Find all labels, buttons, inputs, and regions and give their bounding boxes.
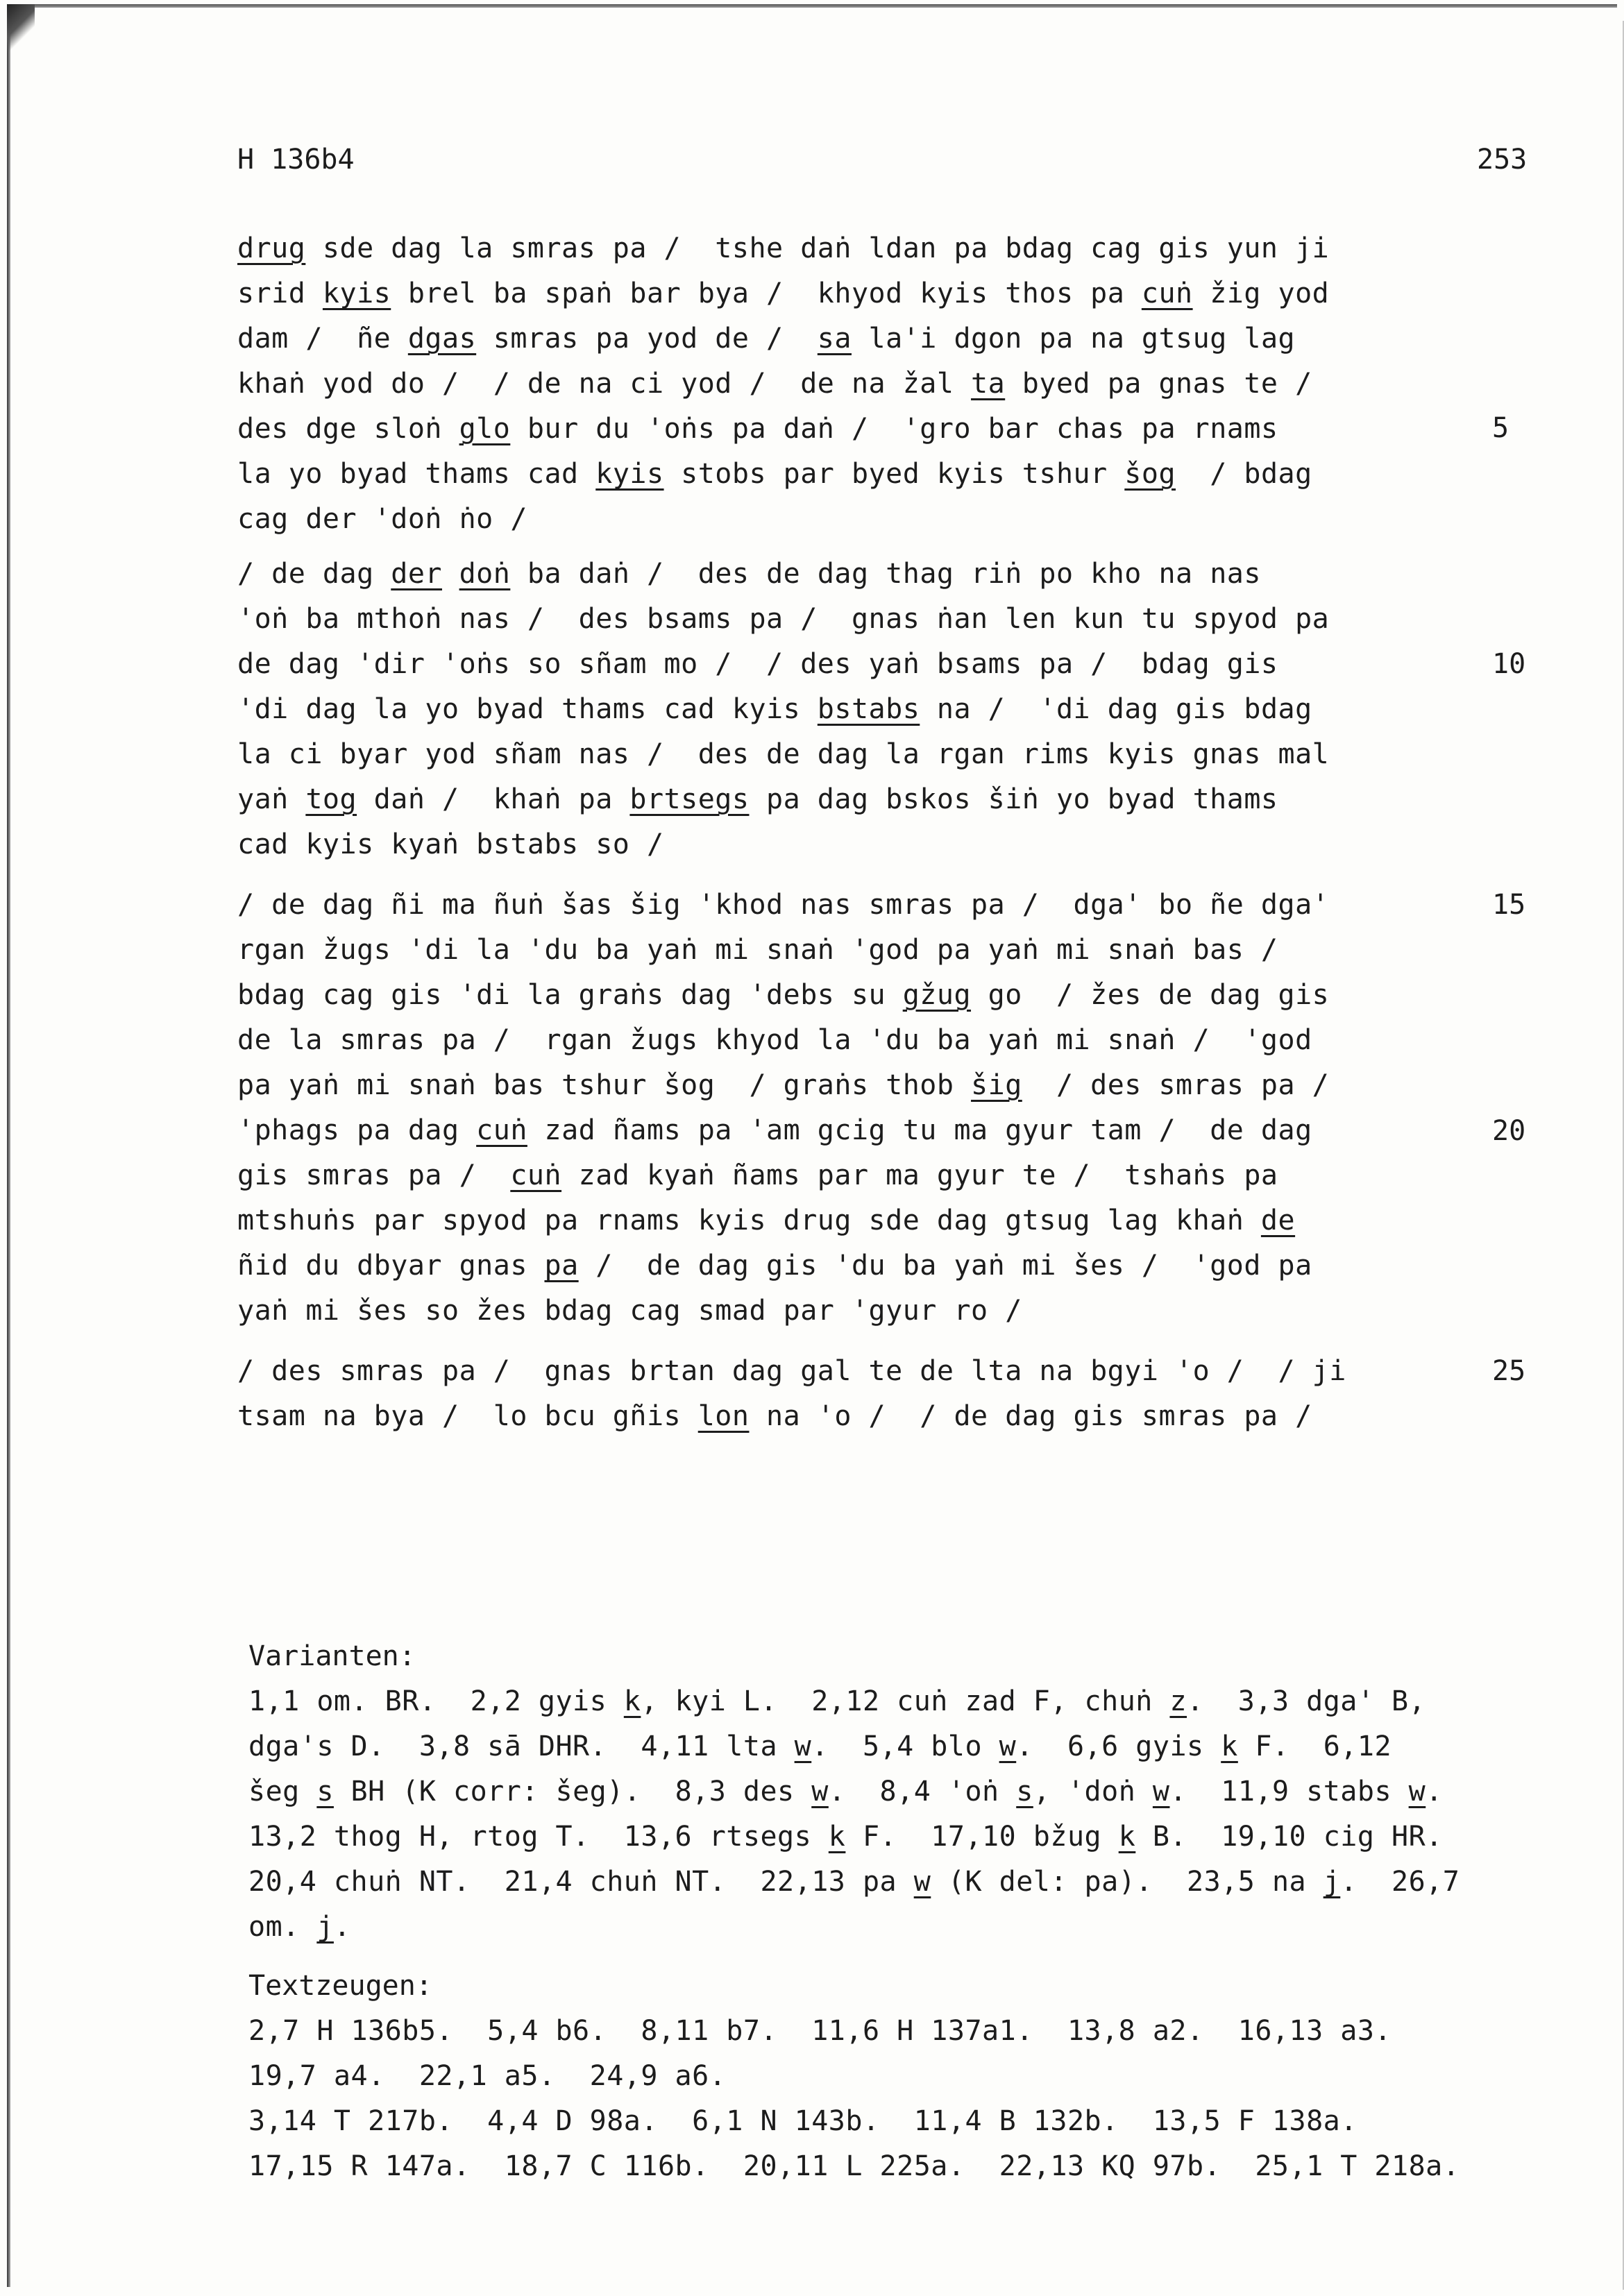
text-segment: . 11,9 stabs [1169, 1776, 1409, 1808]
underlined-word: j [1323, 1866, 1341, 1898]
underlined-word: brtsegs [629, 783, 750, 815]
witnesses-list [248, 2009, 1460, 2189]
text-segment: dam / ñe [237, 323, 408, 355]
page-edge-top [7, 4, 1617, 8]
underlined-word: cuṅ [1141, 278, 1193, 309]
text-line [237, 1289, 1329, 1334]
text-segment: F. 6,12 [1237, 1730, 1392, 1762]
text-line [237, 1153, 1329, 1198]
text-line [237, 407, 1329, 452]
text-segment: daṅ / khaṅ pa [357, 783, 630, 815]
text-line [237, 497, 1329, 542]
text-segment: sde dag la smras pa / tshe daṅ ldan pa bdag cag gis yun ji [305, 232, 1330, 264]
underlined-word: kyis [595, 458, 664, 490]
underlined-word: gžug [902, 979, 972, 1011]
text-segment: . 6,6 gyis [1016, 1730, 1221, 1762]
text-segment: . 8,4 'oṅ [828, 1776, 1017, 1808]
text-line [248, 1679, 1460, 1724]
text-segment: F. 17,10 bžug [845, 1821, 1119, 1853]
text-segment: . [333, 1911, 351, 1943]
text-segment: zad kyaṅ ñams par ma gyur te / tshaṅs pa [561, 1159, 1278, 1191]
text-line [237, 362, 1329, 407]
underlined-word: k [1221, 1730, 1238, 1762]
text-segment: 'oṅ ba mthoṅ nas / des bsams pa / gnas ṅan len kun tu spyod pa [237, 603, 1330, 635]
text-line [248, 1769, 1460, 1814]
underlined-word: k [1118, 1821, 1136, 1853]
underlined-word: šog [1124, 458, 1176, 490]
text-segment: , kyi L. 2,12 cuṅ zad F, chuṅ [641, 1685, 1170, 1717]
text-line [237, 1349, 1346, 1394]
underlined-word: lon [697, 1400, 750, 1432]
text-segment: bdag cag gis 'di la graṅs dag 'debs su [237, 979, 903, 1011]
text-segment: . 3,3 dga' B, [1187, 1685, 1426, 1717]
text-line [237, 973, 1329, 1018]
text-segment: la'i dgon pa na gtsug lag [851, 323, 1296, 355]
text-segment: rgan žugs 'di la 'du ba yaṅ mi snaṅ 'god pa yaṅ mi snaṅ bas / [237, 934, 1278, 966]
text-segment: smras pa yod de / [476, 323, 818, 355]
text-segment: 17,15 R 147a. 18,7 C 116b. 20,11 L 225a. 22,13 KQ 97b. 25,1 T 218a. [248, 2150, 1460, 2182]
text-segment: dga's D. 3,8 sā DHR. 4,11 lta [248, 1730, 795, 1762]
text-segment: brel ba spaṅ bar bya / khyod kyis thos pa [391, 278, 1142, 309]
text-segment: mtshuṅs par spyod pa rnams kyis drug sde dag gtsug lag khaṅ [237, 1205, 1261, 1236]
text-segment: la ci byar yod sñam nas / des de dag la rgan rims kyis gnas mal [237, 738, 1330, 770]
underlined-word: dgas [407, 323, 477, 355]
text-segment: 2,7 H 136b5. 5,4 b6. 8,11 b7. 11,6 H 137a1. 13,8 a2. 16,13 a3. [248, 2015, 1392, 2047]
text-line [237, 1063, 1329, 1108]
text-segment: (K del: pa). 23,5 na [931, 1866, 1323, 1898]
underlined-word: w [811, 1776, 829, 1808]
text-segment: / de dag ñi ma ñuṅ šas šig 'khod nas smras pa / dga' bo ñe dga' [237, 889, 1330, 921]
text-segment: srid [237, 278, 323, 309]
underlined-word: ta [971, 368, 1006, 400]
underlined-word: w [794, 1730, 812, 1762]
text-segment: byed pa gnas te / [1005, 368, 1312, 400]
text-line [248, 1860, 1460, 1905]
text-segment: / de dag gis 'du ba yaṅ mi šes / 'god pa [578, 1250, 1312, 1282]
text-segment: yaṅ [237, 783, 306, 815]
underlined-word: bstabs [817, 693, 920, 725]
text-line [237, 271, 1329, 316]
page-edge-left [7, 4, 10, 2287]
text-segment: / des smras pa / [1022, 1069, 1330, 1101]
text-segment: / bdag [1176, 458, 1312, 490]
text-line [237, 883, 1329, 928]
text-segment: BH (K corr: šeg). 8,3 des [333, 1776, 812, 1808]
underlined-word: cuṅ [476, 1114, 527, 1146]
text-line [237, 1108, 1329, 1153]
text-line [237, 452, 1329, 497]
underlined-word: w [913, 1866, 931, 1898]
page-siglum: H 136b4 [237, 144, 355, 176]
underlined-word: pa [544, 1250, 579, 1282]
text-segment: de la smras pa / rgan žugs khyod la 'du ba yaṅ mi snaṅ / 'god [237, 1024, 1312, 1056]
text-segment: om. [248, 1911, 317, 1943]
text-segment: bur du 'oṅs pa daṅ / 'gro bar chas pa rnams [510, 413, 1278, 445]
text-line [237, 316, 1329, 362]
underlined-word: drug [237, 232, 306, 264]
underlined-word: der [391, 558, 442, 590]
page-number: 253 [1477, 144, 1528, 176]
text-line [248, 2099, 1460, 2144]
variants-list [248, 1679, 1460, 1950]
text-segment: 19,7 a4. 22,1 a5. 24,9 a6. [248, 2060, 727, 2092]
text-line [248, 2009, 1460, 2054]
text-line [248, 1905, 1460, 1950]
line-number-20: 20 [1492, 1115, 1526, 1147]
line-number-15: 15 [1492, 889, 1526, 921]
line-number-25: 25 [1492, 1355, 1526, 1387]
underlined-word: w [999, 1730, 1017, 1762]
text-segment: yaṅ mi šes so žes bdag cag smad par 'gyur ro / [237, 1295, 1022, 1327]
text-segment: na 'o / / de dag gis smras pa / [749, 1400, 1312, 1432]
text-segment: stobs par byed kyis tshur [663, 458, 1125, 490]
text-segment: de dag 'dir 'oṅs so sñam mo / / des yaṅ bsams pa / bdag gis [237, 648, 1278, 680]
underlined-word: k [828, 1821, 846, 1853]
text-paragraph-2 [237, 552, 1329, 867]
text-segment: . 5,4 blo [811, 1730, 999, 1762]
text-line [237, 687, 1329, 732]
text-segment: . [1426, 1776, 1443, 1808]
underlined-word: w [1408, 1776, 1426, 1808]
text-segment: na / 'di dag gis bdag [920, 693, 1312, 725]
text-line [237, 928, 1329, 973]
text-segment: , 'doṅ [1033, 1776, 1153, 1808]
text-line [237, 1018, 1329, 1063]
witnesses-heading: Textzeugen: [248, 1970, 432, 2002]
text-line [248, 2144, 1460, 2189]
text-segment: go / žes de dag gis [971, 979, 1330, 1011]
text-segment: cad kyis kyaṅ bstabs so / [237, 828, 664, 860]
text-line [237, 1198, 1329, 1243]
underlined-word: doṅ [459, 558, 511, 590]
underlined-word: šig [971, 1069, 1022, 1101]
text-segment: gis smras pa / [237, 1159, 511, 1191]
text-line [237, 732, 1329, 777]
underlined-word: j [316, 1911, 334, 1943]
text-segment: ba daṅ / des de dag thag riṅ po kho na nas [510, 558, 1261, 590]
scan-corner-shadow [7, 4, 35, 60]
underlined-word: cuṅ [510, 1159, 562, 1191]
text-paragraph-3 [237, 883, 1329, 1334]
text-line [237, 1243, 1329, 1289]
text-segment [442, 558, 459, 590]
text-segment: / des smras pa / gnas brtan dag gal te de lta na bgyi 'o / / ji [237, 1355, 1346, 1387]
text-segment: B. 19,10 cig HR. [1135, 1821, 1443, 1853]
text-line [248, 1814, 1460, 1860]
text-line [237, 642, 1329, 687]
text-segment: šeg [248, 1776, 317, 1808]
text-line [237, 777, 1329, 822]
text-paragraph-1 [237, 226, 1329, 542]
text-line [248, 2054, 1460, 2099]
text-segment: zad ñams pa 'am gcig tu ma gyur tam / de dag [527, 1114, 1312, 1146]
text-segment: 'di dag la yo byad thams cad kyis [237, 693, 818, 725]
text-line [248, 1724, 1460, 1769]
text-segment: khaṅ yod do / / de na ci yod / de na žal [237, 368, 972, 400]
text-segment: des dge sloṅ [237, 413, 459, 445]
text-segment: / de dag [237, 558, 391, 590]
text-segment: 3,14 T 217b. 4,4 D 98a. 6,1 N 143b. 11,4 B 132b. 13,5 F 138a. [248, 2105, 1357, 2137]
text-segment: la yo byad thams cad [237, 458, 596, 490]
text-line [237, 226, 1329, 271]
underlined-word: kyis [322, 278, 391, 309]
underlined-word: k [623, 1685, 641, 1717]
text-paragraph-4 [237, 1349, 1346, 1439]
underlined-word: s [1016, 1776, 1033, 1808]
underlined-word: de [1260, 1205, 1296, 1236]
text-segment: pa dag bskos šiṅ yo byad thams [749, 783, 1278, 815]
text-segment: 'phags pa dag [237, 1114, 477, 1146]
text-segment: pa yaṅ mi snaṅ bas tshur šog / graṅs thob [237, 1069, 972, 1101]
text-line [237, 1394, 1346, 1439]
text-segment: . 26,7 [1340, 1866, 1460, 1898]
text-segment: 13,2 thog H, rtog T. 13,6 rtsegs [248, 1821, 829, 1853]
underlined-word: w [1152, 1776, 1170, 1808]
text-segment: tsam na bya / lo bcu gñis [237, 1400, 698, 1432]
text-line [237, 822, 1329, 867]
underlined-word: tog [305, 783, 357, 815]
text-segment: 1,1 om. BR. 2,2 gyis [248, 1685, 624, 1717]
underlined-word: z [1169, 1685, 1187, 1717]
underlined-word: sa [817, 323, 852, 355]
underlined-word: s [316, 1776, 334, 1808]
variants-heading: Varianten: [248, 1640, 416, 1672]
text-segment: cag der 'doṅ ṅo / [237, 503, 527, 535]
text-line [237, 552, 1329, 597]
underlined-word: glo [459, 413, 511, 445]
text-segment: 20,4 chuṅ NT. 21,4 chuṅ NT. 22,13 pa [248, 1866, 914, 1898]
line-number-5: 5 [1492, 412, 1509, 444]
text-segment: ñid du dbyar gnas [237, 1250, 545, 1282]
text-line [237, 597, 1329, 642]
line-number-10: 10 [1492, 648, 1526, 680]
text-segment: žig yod [1192, 278, 1330, 309]
